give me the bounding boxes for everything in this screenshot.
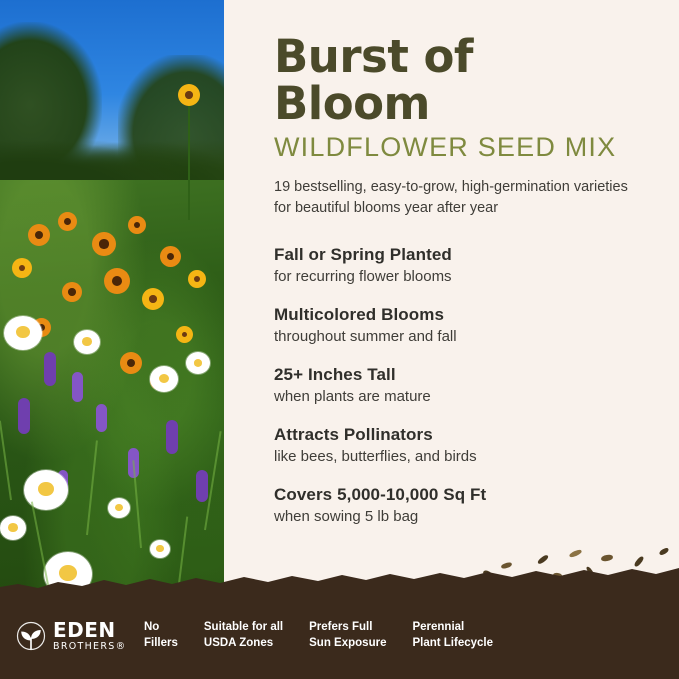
flower-purple — [166, 420, 178, 454]
feature-subtitle: like bees, butterflies, and birds — [274, 447, 477, 465]
flower-orange — [120, 352, 142, 374]
feature-item — [274, 485, 641, 525]
flower-orange — [28, 224, 50, 246]
flower-stem — [188, 100, 190, 220]
flower-purple — [72, 372, 83, 402]
flower-daisy — [4, 316, 42, 350]
badge-line2: Fillers — [144, 637, 178, 649]
flower-orange — [58, 212, 77, 231]
feature-title: 25+ Inches Tall — [274, 364, 396, 384]
flower-orange — [104, 268, 130, 294]
badge — [309, 620, 386, 651]
feature-subtitle: when sowing 5 lb bag — [274, 507, 419, 525]
flower-daisy — [150, 366, 178, 392]
wildflower-meadow-photo — [0, 0, 224, 612]
product-description: 19 bestselling, easy-to-grow, high-germination varieties for beautiful blooms year after year — [274, 178, 628, 216]
flower-orange — [160, 246, 181, 267]
brand-logo — [16, 620, 144, 652]
flower-orange — [62, 282, 82, 302]
flower-purple — [44, 352, 56, 386]
badge-line2: USDA Zones — [203, 637, 274, 649]
badge-line1: Prefers Full — [309, 621, 373, 634]
flower-yellow — [12, 258, 32, 278]
badge-line1: Suitable for all — [203, 621, 284, 634]
badge-line1: Perennial — [412, 621, 465, 634]
feature-subtitle: throughout summer and fall — [274, 327, 457, 345]
flower-orange — [92, 232, 116, 256]
tree-leaf-icon — [16, 621, 46, 651]
feature-item — [274, 305, 641, 345]
flower-yellow — [176, 326, 193, 343]
feature-subtitle: when plants are mature — [274, 387, 431, 405]
badge — [204, 620, 283, 651]
flower-yellow — [188, 270, 206, 288]
brand-footer — [0, 593, 679, 679]
badge-line2: Sun Exposure — [309, 637, 387, 649]
flower-purple — [18, 398, 30, 434]
badge-line1: No — [144, 621, 160, 634]
brand-suffix: BROTHERS® — [53, 641, 127, 653]
page-title: Burst of Bloom — [274, 30, 473, 130]
flower-daisy — [150, 540, 170, 558]
flower-daisy — [108, 498, 130, 518]
feature-item — [274, 245, 641, 285]
feature-title: Multicolored Blooms — [274, 304, 445, 324]
feature-subtitle: for recurring flower blooms — [274, 267, 452, 285]
flower-yellow — [178, 84, 200, 106]
torn-paper-edge — [0, 567, 679, 593]
badge-line2: Plant Lifecycle — [412, 637, 494, 649]
badge — [144, 620, 178, 651]
badge — [412, 620, 493, 651]
flower-purple — [96, 404, 107, 432]
flower-daisy — [186, 352, 210, 374]
feature-badges — [144, 620, 679, 651]
feature-title: Attracts Pollinators — [274, 424, 433, 444]
feature-item — [274, 425, 641, 465]
flower-daisy — [0, 516, 26, 540]
feature-title: Covers 5,000-10,000 Sq Ft — [274, 484, 487, 504]
page-subtitle: WILDFLOWER SEED MIX — [274, 131, 617, 162]
feature-title: Fall or Spring Planted — [274, 244, 452, 264]
flower-yellow — [142, 288, 164, 310]
feature-item — [274, 365, 641, 405]
brand-name: EDEN — [53, 618, 116, 643]
flower-orange — [128, 216, 146, 234]
product-details — [224, 0, 679, 612]
flower-purple — [196, 470, 208, 502]
flower-daisy — [74, 330, 100, 354]
